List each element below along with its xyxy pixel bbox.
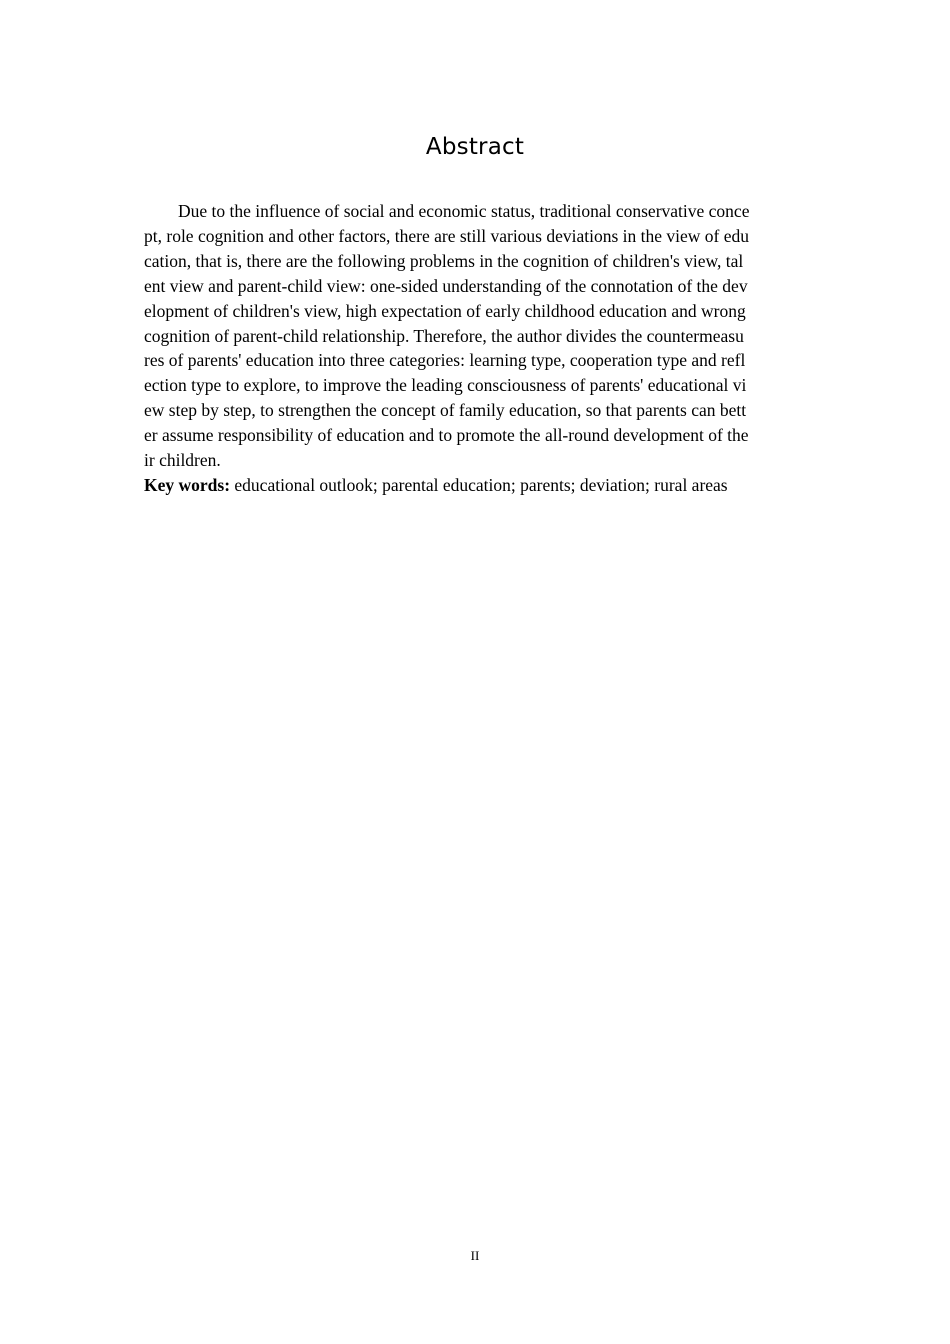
keywords-text: educational outlook; parental education; parents; deviation; rural areas (230, 474, 728, 495)
abstract-line: ew step by step, to strengthen the concept of family education, so that parents can bett (144, 400, 747, 421)
abstract-line: res of parents' education into three categories: learning type, cooperation type and refl (144, 350, 746, 371)
abstract-line: elopment of children's view, high expectation of early childhood education and wrong (144, 300, 746, 321)
abstract-body (144, 199, 808, 498)
abstract-line: ection type to explore, to improve the leading consciousness of parents' educational vi (144, 375, 747, 396)
abstract-line: cognition of parent-child relationship. Therefore, the author divides the countermeasu (144, 325, 744, 346)
abstract-line: cation, that is, there are the following problems in the cognition of children's view, tal (144, 250, 744, 271)
abstract-line: Due to the influence of social and economic status, traditional conservative conce (178, 201, 750, 221)
abstract-line: ent view and parent-child view: one-sided understanding of the connotation of the dev (144, 275, 748, 296)
abstract-line: er assume responsibility of education and to promote the all-round development of the (144, 425, 749, 446)
abstract-line: pt, role cognition and other factors, there are still various deviations in the view of edu (144, 225, 750, 246)
abstract-line: ir children. (144, 450, 221, 471)
keywords-label: Key words: (144, 474, 231, 495)
page-number: II (470, 1248, 480, 1263)
page-title: Abstract (425, 134, 525, 160)
keywords-line (144, 473, 808, 498)
